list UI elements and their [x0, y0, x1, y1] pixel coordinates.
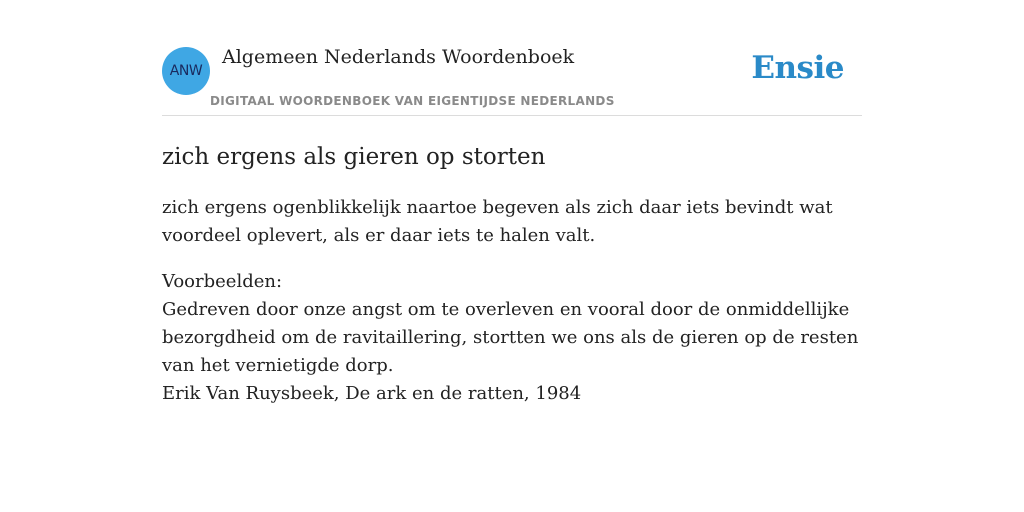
- examples-label: Voorbeelden:: [162, 271, 283, 292]
- entry-definition: zich ergens ogenblikkelijk naartoe begeven als zich daar iets bevindt wat voordeel oplevert, als er daar iets te halen valt.: [162, 197, 833, 246]
- ensie-brand-link[interactable]: Ensie: [751, 50, 844, 86]
- dictionary-card: [162, 40, 862, 408]
- logo-text: ANW: [169, 63, 203, 79]
- examples-section: [162, 268, 862, 408]
- dictionary-title: Algemeen Nederlands Woordenboek: [222, 46, 575, 68]
- dictionary-subtitle: DIGITAAL WOORDENBOEK VAN EIGENTIJDSE NEDERLANDS: [210, 94, 615, 108]
- header: [162, 40, 862, 116]
- anw-logo: [162, 47, 210, 95]
- entry-term: zich ergens als gieren op storten: [162, 144, 546, 170]
- example-source: Erik Van Ruysbeek, De ark en de ratten, 1984: [162, 383, 582, 404]
- example-text: Gedreven door onze angst om te overleven en vooral door de onmiddellijke bezorgdheid om de ravitaillering, stortten we ons als de gieren op de resten van het vernietigde dorp.: [162, 299, 859, 376]
